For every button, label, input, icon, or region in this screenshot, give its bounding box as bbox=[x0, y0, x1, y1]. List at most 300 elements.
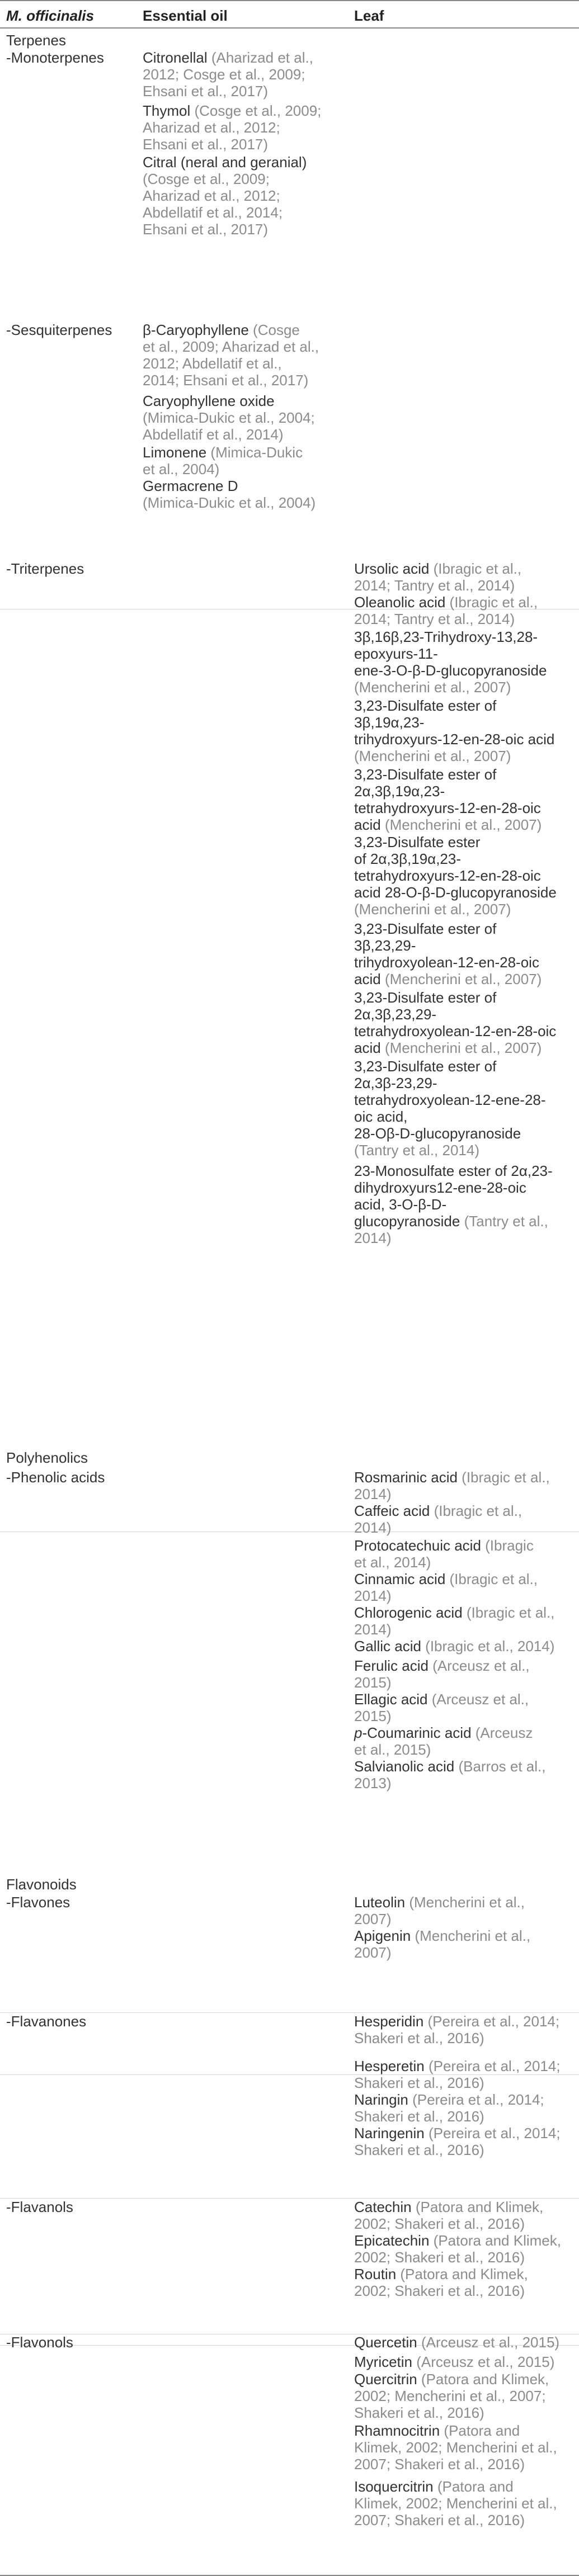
entry-line bbox=[354, 2249, 561, 2266]
essential-oil-compound bbox=[143, 102, 321, 153]
reference-text: Aharizad et al., 2012; bbox=[143, 119, 280, 136]
reference-text: 2015) bbox=[354, 1708, 392, 1724]
reference-text: (Pereira et al., 2014; bbox=[427, 2013, 560, 2030]
reference-text: (Arceusz et al., 2015) bbox=[421, 2334, 560, 2351]
compound-name: Thymol bbox=[143, 102, 195, 119]
entry-line bbox=[143, 204, 307, 221]
header-species: M. officinalis bbox=[6, 7, 94, 24]
reference-text: 2007) bbox=[354, 1911, 392, 1927]
compound-name: Luteolin bbox=[354, 1894, 409, 1911]
entry-line bbox=[143, 136, 321, 153]
entry-line bbox=[354, 1486, 550, 1502]
reference-text: (Patora and Klimek, bbox=[415, 2199, 544, 2215]
reference-text: 2014) bbox=[354, 1486, 392, 1502]
entry-line bbox=[354, 1691, 529, 1708]
compound-name: 3,23-Disulfate ester of bbox=[354, 697, 497, 714]
reference-text: (Ibragic et al., bbox=[449, 1571, 538, 1587]
reference-text: (Cosge bbox=[253, 322, 300, 338]
leaf-compound bbox=[354, 2058, 561, 2091]
compound-name: 2α,3β-23,29- bbox=[354, 1075, 437, 1091]
leaf-compound bbox=[354, 1927, 530, 1961]
label-flavanones: -Flavanones bbox=[6, 2013, 87, 2030]
entry-line bbox=[354, 2282, 528, 2299]
entry-line bbox=[354, 1927, 530, 1944]
entry-line bbox=[354, 783, 542, 800]
compound-name: Apigenin bbox=[354, 1927, 415, 1944]
compound-name: Salvianolic acid bbox=[354, 1758, 459, 1775]
compound-name: Rhamnocitrin bbox=[354, 2422, 444, 2439]
entry-line bbox=[354, 1519, 522, 1536]
reference-text: (Mimica-Dukic bbox=[210, 444, 303, 461]
reference-text: Shakeri et al., 2016) bbox=[354, 2404, 484, 2421]
entry-line bbox=[354, 2030, 559, 2046]
entry-line bbox=[354, 2142, 561, 2158]
compound-name: Naringenin bbox=[354, 2125, 429, 2142]
entry-line bbox=[354, 1075, 546, 1091]
compound-name: Isoquercitrin bbox=[354, 2478, 437, 2495]
entry-line bbox=[354, 1944, 530, 1961]
entry-line bbox=[354, 628, 547, 645]
compound-name: acid bbox=[354, 1039, 385, 1056]
reference-text: (Mencherini et al., 2007) bbox=[384, 1039, 542, 1056]
reference-text: (Ibragic et al., bbox=[434, 1502, 522, 1519]
reference-text: (Patora and bbox=[437, 2478, 514, 2495]
compound-name: 3,23-Disulfate ester of bbox=[354, 989, 497, 1006]
entry-line bbox=[354, 920, 542, 937]
entry-line bbox=[143, 478, 316, 494]
reference-text: Ehsani et al., 2017) bbox=[143, 83, 269, 100]
reference-text: (Tantry et al., 2014) bbox=[354, 1142, 479, 1159]
leaf-compound bbox=[354, 1657, 530, 1691]
reference-text: (Mimica-Dukic et al., 2004; bbox=[143, 409, 315, 426]
compound-name: -Coumarinic acid bbox=[362, 1724, 476, 1741]
compound-name: Quercitrin bbox=[354, 2371, 421, 2388]
compound-name: Germacrene D bbox=[143, 478, 238, 494]
leaf-compound bbox=[354, 2371, 549, 2421]
entry-line bbox=[354, 1758, 546, 1775]
entry-line bbox=[354, 954, 542, 971]
entry-line bbox=[354, 1023, 556, 1039]
label-sesquiterpenes: -Sesquiterpenes bbox=[6, 322, 112, 338]
reference-text: 2002; Shakeri et al., 2016) bbox=[354, 2282, 525, 2299]
essential-oil-compound bbox=[143, 444, 303, 478]
entry-line bbox=[354, 1230, 553, 1246]
compound-name: tetrahydroxyurs-12-en-28-oic bbox=[354, 800, 541, 816]
reference-text: 2002; Shakeri et al., 2016) bbox=[354, 2249, 525, 2266]
compound-name: Citral (neral and geranial) bbox=[143, 154, 307, 171]
compound-name: Naringin bbox=[354, 2091, 413, 2108]
leaf-compound bbox=[354, 1502, 522, 1536]
reference-text: 2014; Ehsani et al., 2017) bbox=[143, 372, 309, 389]
reference-text: (Mencherini et al., bbox=[415, 1927, 531, 1944]
entry-line bbox=[354, 1108, 546, 1125]
entry-line bbox=[354, 1537, 534, 1554]
compound-name: acid, 3-O-β-D- bbox=[354, 1196, 447, 1213]
reference-text: (Pereira et al., 2014; bbox=[428, 2058, 561, 2074]
leaf-compound bbox=[354, 834, 557, 918]
reference-text: et al., 2015) bbox=[354, 1741, 431, 1758]
compound-name: glucopyranoside bbox=[354, 1213, 464, 1230]
reference-text: Shakeri et al., 2016) bbox=[354, 2074, 484, 2091]
reference-text: (Cosge et al., 2009; bbox=[194, 102, 322, 119]
reference-text: (Mencherini et al., 2007) bbox=[354, 679, 511, 696]
entry-line bbox=[143, 338, 319, 355]
reference-text: (Ibragic et al., bbox=[466, 1604, 555, 1621]
compound-name: epoxyurs-11- bbox=[354, 645, 438, 662]
reference-text: et al., 2004) bbox=[143, 461, 220, 478]
entry-line bbox=[354, 2512, 557, 2528]
label-phenolic-acids: -Phenolic acids bbox=[6, 1469, 105, 1486]
label-flavonols: -Flavonols bbox=[6, 2334, 73, 2351]
compound-name: Caryophyllene oxide bbox=[143, 393, 275, 409]
entry-line bbox=[354, 1724, 533, 1741]
compound-name: Cinnamic acid bbox=[354, 1571, 450, 1587]
compound-name: Citronellal bbox=[143, 49, 211, 66]
reference-text: (Aharizad et al., bbox=[211, 49, 313, 66]
compound-name: 2α,3β,23,29- bbox=[354, 1006, 437, 1023]
entry-line bbox=[354, 971, 542, 987]
entry-line bbox=[354, 2422, 557, 2439]
leaf-compound bbox=[354, 1758, 546, 1792]
reference-text: (Patora and bbox=[444, 2422, 520, 2439]
leaf-compound bbox=[354, 920, 542, 987]
reference-text: (Patora and Klimek, bbox=[421, 2371, 549, 2388]
entry-line bbox=[354, 937, 542, 954]
entry-line bbox=[354, 1657, 530, 1674]
reference-text: Shakeri et al., 2016) bbox=[354, 2108, 484, 2125]
entry-line bbox=[354, 1554, 534, 1571]
compound-name: 3,23-Disulfate ester of bbox=[354, 920, 497, 937]
leaf-compound bbox=[354, 2013, 559, 2046]
compound-name: tetrahydroxyolean-12-en-28-oic bbox=[354, 1023, 557, 1039]
reference-text: Aharizad et al., 2012; bbox=[143, 187, 280, 204]
reference-text: (Ibragic et al., 2014) bbox=[425, 1638, 555, 1655]
compound-name: Caffeic acid bbox=[354, 1502, 434, 1519]
label-flavones: -Flavones bbox=[6, 1894, 70, 1911]
reference-text: 2002; Shakeri et al., 2016) bbox=[354, 2215, 525, 2232]
compound-name: Hesperetin bbox=[354, 2058, 429, 2074]
entry-line bbox=[143, 322, 319, 338]
compound-name: Epicatechin bbox=[354, 2232, 434, 2249]
leaf-compound bbox=[354, 2353, 554, 2370]
leaf-compound bbox=[354, 1058, 546, 1159]
reference-text: (Barros et al., bbox=[458, 1758, 546, 1775]
entry-line bbox=[354, 884, 557, 901]
entry-line bbox=[354, 1162, 553, 1179]
entry-line bbox=[143, 83, 313, 100]
reference-text: (Arceusz bbox=[475, 1724, 533, 1741]
compound-name: dihydroxyurs12-ene-28-oic bbox=[354, 1179, 526, 1196]
entry-line bbox=[354, 2371, 549, 2388]
compound-name: Chlorogenic acid bbox=[354, 1604, 467, 1621]
entry-line bbox=[143, 221, 307, 238]
entry-line bbox=[354, 2125, 561, 2142]
leaf-compound bbox=[354, 2266, 528, 2299]
entry-line bbox=[354, 2215, 543, 2232]
entry-line bbox=[143, 409, 315, 426]
reference-text: (Mencherini et al., 2007) bbox=[384, 971, 542, 987]
entry-line bbox=[354, 1741, 533, 1758]
entry-line bbox=[354, 989, 556, 1006]
entry-line bbox=[143, 119, 321, 136]
reference-text: 2014) bbox=[354, 1519, 392, 1536]
entry-line bbox=[354, 662, 547, 679]
label-terpenes: Terpenes bbox=[6, 32, 66, 49]
entry-line bbox=[354, 697, 554, 714]
entry-line bbox=[354, 1502, 522, 1519]
leaf-compound bbox=[354, 1469, 550, 1502]
entry-line bbox=[354, 594, 538, 611]
entry-line bbox=[354, 1604, 554, 1621]
compound-name: Myricetin bbox=[354, 2353, 417, 2370]
entry-line bbox=[354, 766, 542, 783]
entry-line bbox=[354, 2058, 561, 2074]
leaf-compound bbox=[354, 2125, 561, 2158]
header-rule bbox=[0, 27, 579, 29]
entry-line bbox=[354, 1674, 530, 1691]
entry-line bbox=[143, 444, 303, 461]
reference-text: (Pereira et al., 2014; bbox=[412, 2091, 544, 2108]
entry-line bbox=[354, 2108, 544, 2125]
leaf-compound bbox=[354, 1604, 554, 1638]
entry-line bbox=[354, 1091, 546, 1108]
entry-line bbox=[354, 800, 542, 816]
reference-text: (Arceusz et al., bbox=[432, 1657, 530, 1674]
entry-line bbox=[143, 494, 316, 511]
leaf-compound bbox=[354, 2091, 544, 2125]
entry-line bbox=[354, 577, 521, 594]
compound-name: trihydroxyurs-12-en-28-oic acid bbox=[354, 731, 555, 748]
entry-line bbox=[354, 1469, 550, 1486]
leaf-compound bbox=[354, 1638, 554, 1655]
entry-line bbox=[354, 2266, 528, 2282]
leaf-compound bbox=[354, 1162, 553, 1246]
entry-line bbox=[354, 2495, 557, 2512]
leaf-compound bbox=[354, 594, 538, 627]
entry-line bbox=[143, 187, 307, 204]
reference-text: (Ibragic et al., bbox=[449, 594, 538, 611]
essential-oil-compound bbox=[143, 393, 315, 443]
entry-line bbox=[354, 2013, 559, 2030]
entry-line bbox=[354, 901, 557, 918]
reference-text: 2007) bbox=[354, 1944, 392, 1961]
leaf-compound bbox=[354, 697, 554, 764]
reference-text: (Pereira et al., 2014; bbox=[428, 2125, 561, 2142]
reference-text: Klimek, 2002; Mencherini et al., bbox=[354, 2439, 557, 2456]
entry-line bbox=[354, 1179, 553, 1196]
entry-line bbox=[354, 1571, 538, 1587]
label-polyphenolics: Polyhenolics bbox=[6, 1449, 88, 1466]
reference-text: et al., 2014) bbox=[354, 1554, 431, 1571]
label-flavanols: -Flavanols bbox=[6, 2199, 73, 2215]
entry-line bbox=[143, 393, 315, 409]
entry-line bbox=[354, 1621, 554, 1638]
entry-line bbox=[354, 2074, 561, 2091]
entry-line bbox=[354, 2388, 549, 2404]
reference-text: (Arceusz et al., 2015) bbox=[416, 2353, 555, 2370]
leaf-compound bbox=[354, 560, 521, 594]
leaf-compound bbox=[354, 766, 542, 833]
compound-name: 3β,23,29- bbox=[354, 937, 416, 954]
leaf-compound bbox=[354, 2232, 561, 2266]
reference-text: Ehsani et al., 2017) bbox=[143, 136, 269, 153]
label-flavonoids: Flavonoids bbox=[6, 1876, 77, 1893]
reference-text: 2007; Shakeri et al., 2016) bbox=[354, 2512, 525, 2528]
reference-text: 2014) bbox=[354, 1587, 392, 1604]
entry-line bbox=[354, 1125, 546, 1142]
entry-line bbox=[354, 2478, 557, 2495]
leaf-compound bbox=[354, 1691, 529, 1724]
reference-text: et al., 2009; Aharizad et al., bbox=[143, 338, 319, 355]
entry-line bbox=[354, 1006, 556, 1023]
reference-text: Klimek, 2002; Mencherini et al., bbox=[354, 2495, 557, 2512]
entry-line bbox=[143, 372, 319, 389]
entry-line bbox=[354, 2334, 559, 2351]
leaf-compound bbox=[354, 628, 547, 696]
reference-text: Ehsani et al., 2017) bbox=[143, 221, 269, 238]
compound-name: tetrahydroxyolean-12-ene-28- bbox=[354, 1091, 546, 1108]
reference-text: 2002; Mencherini et al., 2007; bbox=[354, 2388, 546, 2404]
entry-line bbox=[354, 2199, 543, 2215]
entry-line bbox=[143, 66, 313, 83]
label-triterpenes: -Triterpenes bbox=[6, 560, 84, 577]
leaf-compound bbox=[354, 2199, 543, 2232]
entry-line bbox=[354, 2232, 561, 2249]
reference-text: (Ibragic et al., bbox=[462, 1469, 550, 1486]
essential-oil-compound bbox=[143, 49, 313, 100]
leaf-compound bbox=[354, 1571, 538, 1604]
compound-name: oic acid, bbox=[354, 1108, 408, 1125]
reference-text: (Mencherini et al., bbox=[409, 1894, 525, 1911]
compound-name: trihydroxyolean-12-en-28-oic bbox=[354, 954, 539, 971]
reference-text: 2012; Cosge et al., 2009; bbox=[143, 66, 305, 83]
entry-line bbox=[354, 731, 554, 748]
entry-line bbox=[354, 2456, 557, 2473]
reference-text: Abdellatif et al., 2014; bbox=[143, 204, 283, 221]
compound-name: Rosmarinic acid bbox=[354, 1469, 462, 1486]
entry-line bbox=[354, 560, 521, 577]
reference-text: (Mimica-Dukic et al., 2004) bbox=[143, 494, 316, 511]
reference-text: 2013) bbox=[354, 1775, 392, 1792]
entry-line bbox=[354, 2404, 549, 2421]
header-leaf: Leaf bbox=[354, 7, 384, 24]
entry-line bbox=[354, 1894, 525, 1911]
compound-name: Hesperidin bbox=[354, 2013, 428, 2030]
entry-line bbox=[143, 102, 321, 119]
leaf-compound bbox=[354, 1537, 534, 1571]
compound-name: 3β,16β,23-Trihydroxy-13,28- bbox=[354, 628, 538, 645]
entry-line bbox=[354, 748, 554, 764]
entry-line bbox=[354, 816, 542, 833]
leaf-compound bbox=[354, 1894, 525, 1927]
entry-line bbox=[354, 1587, 538, 1604]
compound-name: 3,23-Disulfate ester of bbox=[354, 766, 497, 783]
entry-line bbox=[143, 171, 307, 187]
entry-line bbox=[354, 679, 547, 696]
compound-name: acid bbox=[354, 971, 385, 987]
entry-line bbox=[354, 1911, 525, 1927]
entry-line bbox=[143, 461, 303, 478]
compound-name: Quercetin bbox=[354, 2334, 421, 2351]
compound-name: Ursolic acid bbox=[354, 560, 434, 577]
reference-text: (Patora and Klimek, bbox=[433, 2232, 561, 2249]
compound-name: ene-3-O-β-D-glucopyranoside bbox=[354, 662, 547, 679]
header-essential-oil: Essential oil bbox=[143, 7, 228, 24]
compound-name: 3β,19α,23- bbox=[354, 714, 425, 731]
compound-name: 2α,3β,19α,23- bbox=[354, 783, 445, 800]
reference-text: 2014) bbox=[354, 1621, 392, 1638]
reference-text: (Mencherini et al., 2007) bbox=[354, 901, 511, 918]
entry-line bbox=[354, 1196, 553, 1213]
reference-text: 2007; Shakeri et al., 2016) bbox=[354, 2456, 525, 2473]
entry-line bbox=[354, 867, 557, 884]
compound-name: Limonene bbox=[143, 444, 211, 461]
entry-line bbox=[354, 2091, 544, 2108]
entry-line bbox=[354, 645, 547, 662]
reference-text: (Mencherini et al., 2007) bbox=[354, 748, 511, 764]
reference-text: 2014; Tantry et al., 2014) bbox=[354, 611, 515, 627]
leaf-compound bbox=[354, 989, 556, 1056]
entry-line bbox=[143, 355, 319, 372]
compound-name: 3,23-Disulfate ester bbox=[354, 834, 481, 850]
compound-name: Ferulic acid bbox=[354, 1657, 433, 1674]
essential-oil-compound bbox=[143, 322, 319, 389]
essential-oil-compound bbox=[143, 154, 307, 238]
compound-name: Oleanolic acid bbox=[354, 594, 450, 611]
reference-text: (Patora and Klimek, bbox=[400, 2266, 528, 2282]
leaf-compound bbox=[354, 1724, 533, 1758]
reference-text: 2014; Tantry et al., 2014) bbox=[354, 577, 515, 594]
entry-line bbox=[354, 834, 557, 850]
compound-name: Gallic acid bbox=[354, 1638, 426, 1655]
reference-text: Shakeri et al., 2016) bbox=[354, 2030, 484, 2046]
compound-name: 23-Monosulfate ester of 2α,23- bbox=[354, 1162, 553, 1179]
label-monoterpenes: -Monoterpenes bbox=[6, 49, 104, 66]
reference-text: 2012; Abdellatif et al., bbox=[143, 355, 282, 372]
entry-line bbox=[143, 49, 313, 66]
reference-text: Shakeri et al., 2016) bbox=[354, 2142, 484, 2158]
compound-name: of 2α,3β,19α,23- bbox=[354, 850, 462, 867]
compound-name: p bbox=[354, 1724, 363, 1741]
entry-line bbox=[354, 2353, 554, 2370]
entry-line bbox=[354, 1638, 554, 1655]
reference-text: Abdellatif et al., 2014) bbox=[143, 426, 284, 443]
compound-name: 28-Oβ-D-glucopyranoside bbox=[354, 1125, 521, 1142]
entry-line bbox=[354, 714, 554, 731]
entry-line bbox=[143, 426, 315, 443]
entry-line bbox=[354, 850, 557, 867]
reference-text: (Ibragic bbox=[485, 1537, 534, 1554]
leaf-compound bbox=[354, 2334, 559, 2351]
compound-name: β-Caryophyllene bbox=[143, 322, 253, 338]
compound-name: 3,23-Disulfate ester of bbox=[354, 1058, 497, 1075]
leaf-compound bbox=[354, 2422, 557, 2473]
reference-text: (Mencherini et al., 2007) bbox=[384, 816, 542, 833]
entry-line bbox=[354, 1142, 546, 1159]
compound-name: Routin bbox=[354, 2266, 401, 2282]
entry-line bbox=[354, 1213, 553, 1230]
reference-text: (Arceusz et al., bbox=[431, 1691, 529, 1708]
reference-text: (Tantry et al., bbox=[464, 1213, 548, 1230]
compound-name: acid bbox=[354, 816, 385, 833]
compound-name: Ellagic acid bbox=[354, 1691, 432, 1708]
entry-line bbox=[143, 154, 307, 171]
compound-name: tetrahydroxyurs-12-en-28-oic bbox=[354, 867, 541, 884]
compound-name: Protocatechuic acid bbox=[354, 1537, 486, 1554]
compound-name: acid 28-O-β-D-glucopyranoside bbox=[354, 884, 557, 901]
entry-line bbox=[354, 611, 538, 627]
compound-name: Catechin bbox=[354, 2199, 416, 2215]
